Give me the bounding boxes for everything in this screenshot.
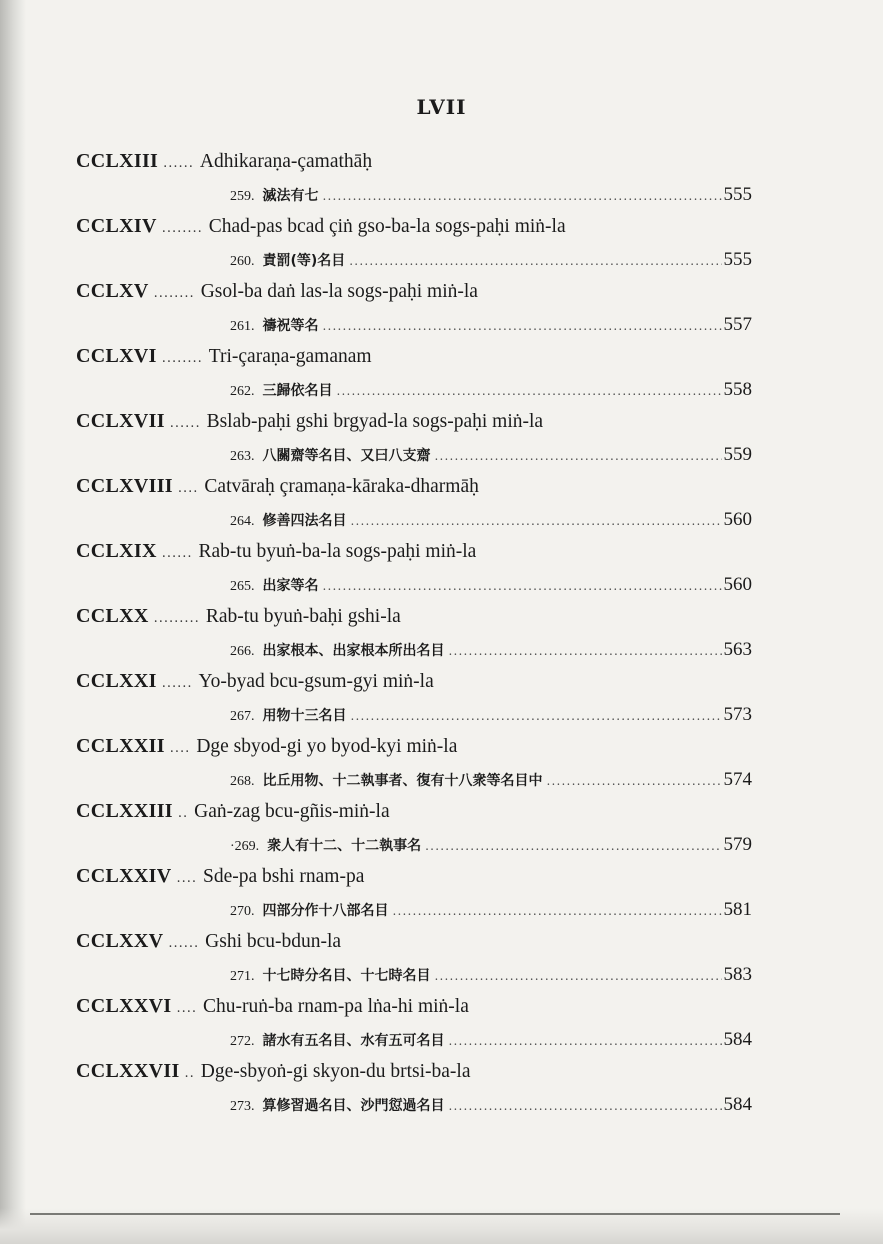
toc-entry: [76, 605, 752, 670]
section-title-chinese: 出家根本、出家根本所出名目: [262, 643, 445, 659]
toc-entry: [76, 930, 752, 995]
dot-leader: ....: [176, 1001, 197, 1016]
chapter-title-tibetan: Tri-çaraṇa-gamanam: [208, 346, 372, 367]
scan-shadow-left: [0, 0, 26, 1244]
page-dot-leader: [337, 384, 722, 398]
toc-entry: [76, 215, 752, 280]
section-number: 260.: [230, 254, 255, 269]
dot-leader: ......: [168, 936, 200, 951]
section-title-chinese: 諸水有五名目、水有五可名目: [262, 1033, 445, 1049]
chapter-roman-numeral: CCLXVIII: [76, 475, 173, 497]
chapter-title-tibetan: Bslab-paḥi gshi brgyad-la sogs-paḥi miṅ-la: [206, 411, 544, 432]
section-number: 266.: [230, 644, 255, 659]
dot-leader: .........: [153, 611, 200, 626]
section-number: 265.: [230, 579, 255, 594]
section-title-chinese: 衆人有十二、十二執事名: [267, 838, 422, 854]
page-dot-leader: [349, 254, 721, 268]
chapter-roman-numeral: CCLXX: [76, 605, 149, 627]
section-number: 262.: [230, 384, 255, 399]
section-title-chinese: 四部分作十八部名目: [262, 903, 389, 919]
page-dot-leader: [323, 319, 722, 333]
dot-leader: ....: [177, 481, 199, 496]
chapter-title-tibetan: Dge sbyod-gi yo byod-kyi miṅ-la: [196, 736, 458, 757]
section-title-chinese: 三歸依名目: [262, 383, 333, 399]
chapter-roman-numeral: CCLXVII: [76, 410, 165, 432]
page-reference: 555: [723, 184, 752, 205]
dot-leader: ......: [161, 676, 193, 691]
section-number: 272.: [230, 1034, 255, 1049]
toc-entry: [76, 150, 752, 215]
section-title-chinese: 修善四法名目: [262, 513, 347, 529]
chapter-title-tibetan: Sde-pa bshi rnam-pa: [202, 866, 365, 887]
page-dot-leader: [449, 1099, 722, 1113]
chapter-roman-numeral: CCLXVI: [76, 345, 157, 367]
page-dot-leader: [351, 709, 722, 723]
dot-leader: ....: [176, 871, 197, 886]
toc-entry: [76, 670, 752, 735]
toc-entry: [76, 475, 752, 540]
toc-entry: [76, 1060, 752, 1125]
dot-leader: ....: [169, 741, 191, 756]
page-dot-leader: [425, 839, 721, 853]
chapter-title-tibetan: Gshi bcu-bdun-la: [205, 931, 342, 952]
page-reference: 557: [723, 314, 752, 335]
dot-leader: ..: [177, 806, 189, 821]
toc-entry: [76, 735, 752, 800]
section-number: 273.: [230, 1099, 255, 1114]
chapter-title-tibetan: Rab-tu byuṅ-ba-la sogs-paḥi miṅ-la: [198, 541, 477, 562]
page-dot-leader: [323, 579, 722, 593]
chapter-roman-numeral: CCLXXII: [76, 735, 165, 757]
chapter-roman-numeral: CCLXXI: [76, 670, 157, 692]
section-number: 259.: [230, 189, 255, 204]
page-dot-leader: [393, 904, 722, 918]
section-title-chinese: 算修習過名目、沙門愆過名目: [262, 1098, 445, 1114]
page-reference: 560: [723, 509, 752, 530]
section-title-chinese: 禱祝等名: [262, 318, 319, 334]
section-number: ·269.: [230, 839, 260, 854]
page-reference: 581: [723, 899, 752, 920]
page-dot-leader: [435, 969, 722, 983]
section-number: 264.: [230, 514, 255, 529]
toc-entry: [76, 995, 752, 1060]
table-of-contents: [76, 150, 752, 1125]
section-number: 267.: [230, 709, 255, 724]
page-reference: 559: [723, 444, 752, 465]
dot-leader: ........: [161, 351, 203, 366]
dot-leader: ......: [169, 416, 201, 431]
chapter-title-tibetan: Chad-pas bcad çiṅ gso-ba-la sogs-paḥi miṅ-la: [208, 216, 566, 237]
chapter-title-tibetan: Gsol-ba daṅ las-la sogs-paḥi miṅ-la: [200, 281, 478, 302]
page-reference: 558: [723, 379, 752, 400]
page-dot-leader: [435, 449, 722, 463]
page-reference: 574: [723, 769, 752, 790]
dot-leader: ........: [161, 221, 203, 236]
page-dot-leader: [351, 514, 722, 528]
dot-leader: ........: [153, 286, 195, 301]
chapter-title-tibetan: Catvāraḥ çramaṇa-kāraka-dharmāḥ: [204, 476, 479, 497]
section-title-chinese: 責罰(等)名目: [262, 253, 346, 269]
chapter-title-tibetan: Chu-ruṅ-ba rnam-pa lṅa-hi miṅ-la: [202, 996, 469, 1017]
chapter-title-tibetan: Gaṅ-zag bcu-gñis-miṅ-la: [194, 801, 390, 822]
chapter-roman-numeral: CCLXXV: [76, 930, 164, 952]
chapter-roman-numeral: CCLXXVI: [76, 995, 172, 1017]
dot-leader: ..: [184, 1066, 195, 1081]
page-reference: 560: [723, 574, 752, 595]
page-reference: 555: [723, 249, 752, 270]
toc-entry: [76, 540, 752, 605]
section-number: 263.: [230, 449, 255, 464]
toc-entry: [76, 410, 752, 475]
page-reference: 583: [723, 964, 752, 985]
section-title-chinese: 出家等名: [262, 578, 319, 594]
chapter-roman-numeral: CCLXIV: [76, 215, 157, 237]
page-reference: 563: [723, 639, 752, 660]
section-title-chinese: 滅法有七: [262, 188, 319, 204]
section-title-chinese: 八關齋等名目、又曰八支齋: [262, 448, 431, 464]
chapter-roman-numeral: CCLXIII: [76, 150, 159, 172]
section-number: 270.: [230, 904, 255, 919]
toc-entry: [76, 280, 752, 345]
page-dot-leader: [449, 644, 722, 658]
section-title-chinese: 十七時分名目、十七時名目: [262, 968, 431, 984]
section-title-chinese: 比丘用物、十二執事者、復有十八衆等名目中: [262, 773, 543, 789]
chapter-roman-numeral: CCLXIX: [76, 540, 157, 562]
toc-entry: [76, 865, 752, 930]
chapter-roman-numeral: CCLXXVII: [76, 1060, 180, 1082]
dot-leader: ......: [163, 156, 194, 171]
page-reference: 584: [723, 1029, 752, 1050]
toc-entry: [76, 800, 752, 865]
page-dot-leader: [547, 774, 722, 788]
page-reference: 579: [723, 834, 752, 855]
chapter-title-tibetan: Rab-tu byuṅ-baḥi gshi-la: [205, 606, 401, 627]
chapter-roman-numeral: CCLXV: [76, 280, 149, 302]
scan-bottom-rule: [30, 1213, 840, 1215]
chapter-roman-numeral: CCLXXIV: [76, 865, 172, 887]
page-number-header: LVII: [416, 95, 467, 119]
section-number: 261.: [230, 319, 255, 334]
section-number: 268.: [230, 774, 255, 789]
section-number: 271.: [230, 969, 255, 984]
section-title-chinese: 用物十三名目: [262, 708, 347, 724]
toc-entry: [76, 345, 752, 410]
chapter-title-tibetan: Dge-sbyoṅ-gi skyon-du brtsi-ba-la: [200, 1061, 471, 1082]
page-dot-leader: [323, 189, 722, 203]
page-dot-leader: [449, 1034, 722, 1048]
dot-leader: ......: [161, 546, 193, 561]
page-reference: 584: [723, 1094, 752, 1115]
chapter-title-tibetan: Yo-byad bcu-gsum-gyi miṅ-la: [198, 671, 434, 692]
chapter-title-tibetan: Adhikaraṇa-çamathāḥ: [199, 151, 373, 172]
page-reference: 573: [723, 704, 752, 725]
chapter-roman-numeral: CCLXXIII: [76, 800, 173, 822]
